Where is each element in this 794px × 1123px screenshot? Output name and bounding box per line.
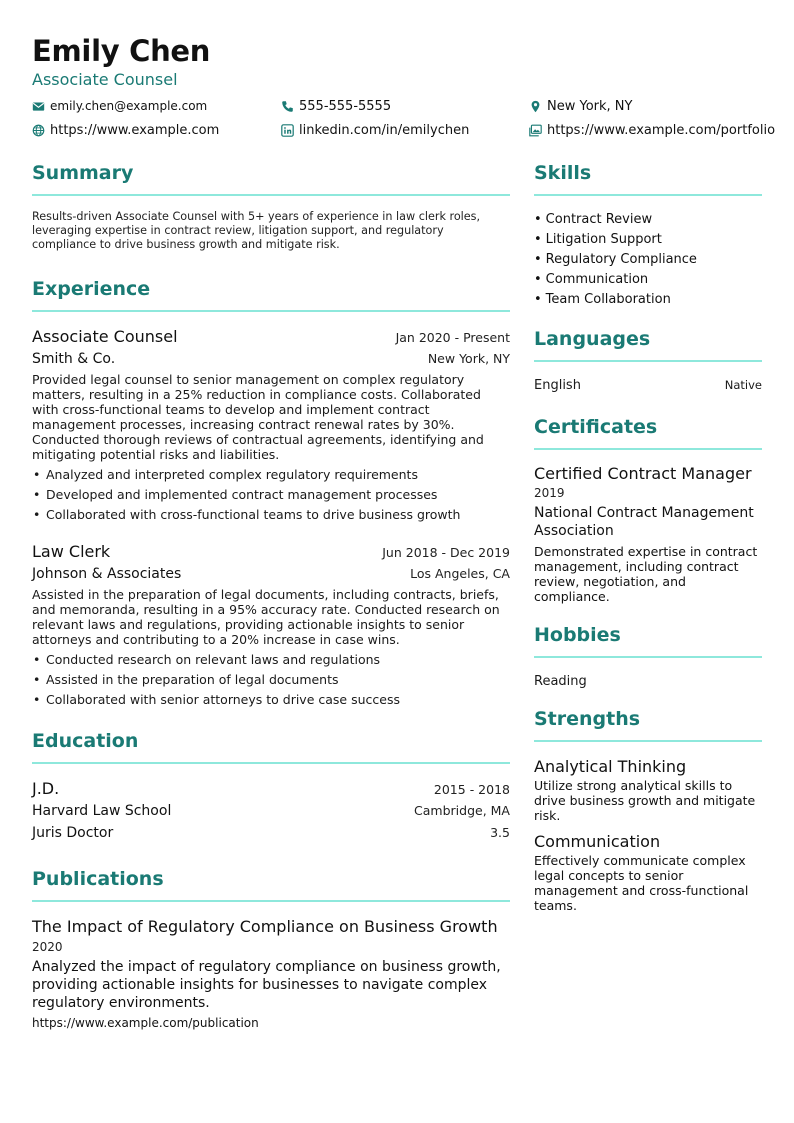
right-column [534,160,762,913]
contact-website[interactable] [32,121,219,139]
job-entry [32,326,510,525]
linkedin-icon [281,124,294,137]
strength-description: Effectively communicate complex legal concepts to senior management and cross-functional teams. [534,853,749,913]
publication-year: 2020 [32,940,63,954]
summary-text: Results-driven Associate Counsel with 5+ years of experience in law clerk roles, leveraging expertise in contract review, litigation support, and regulatory compliance to drive business growth and mitigate risk. [32,210,481,251]
contact-location [529,97,632,115]
job-title: Law Clerk [32,542,111,561]
edu-dates: 2015 - 2018 [433,782,510,797]
skill-item: • Communication [534,270,762,290]
publication-link[interactable]: https://www.example.com/publication [32,1016,259,1030]
job-description: Assisted in the preparation of legal documents, including contracts, briefs, and memoranda, resulting in a 95% accuracy rate. Conducted research on relevant laws and regulations, providing actionable insights to senior attorneys and contributing to a 20% increase in case wins. [32,587,500,647]
language-level: Native [724,378,762,392]
job-dates: Jan 2020 - Present [395,330,510,345]
publication-description: Analyzed the impact of regulatory compliance on business growth, providing actionable insights for businesses to navigate complex regulatory environments. [32,959,501,1011]
edu-degree: J.D. [32,779,60,798]
languages-heading: Languages [534,326,762,362]
strength-title: Communication [534,832,661,851]
contact-email[interactable] [32,97,207,115]
strengths-section [534,706,762,913]
publications-heading: Publications [32,866,510,902]
website-text: https://www.example.com [50,122,220,138]
education-section [32,728,510,844]
job-bullet: • Conducted research on relevant laws and regulations [32,650,510,670]
strength-title: Analytical Thinking [534,757,687,776]
publication-title: The Impact of Regulatory Compliance on Business Growth [32,917,498,936]
strength-item [534,831,762,913]
skill-item: • Contract Review [534,210,762,230]
experience-section [32,276,510,710]
publications-section [32,866,510,1032]
hobbies-section [534,622,762,692]
phone-icon [281,100,294,113]
language-name: English [534,378,581,393]
strengths-heading: Strengths [534,706,762,742]
globe-icon [32,124,45,137]
envelope-icon [32,100,45,113]
certificates-heading: Certificates [534,414,762,450]
contact-phone[interactable] [281,97,391,115]
contact-info [32,97,782,145]
skills-heading: Skills [534,160,762,196]
job-dates: Jun 2018 - Dec 2019 [382,545,510,560]
certificate-year: 2019 [534,486,565,500]
job-bullet: • Analyzed and interpreted complex regulatory requirements [32,465,510,485]
certificate-organization: National Contract Management Association [534,505,754,539]
certificate-description: Demonstrated expertise in contract management, including contract review, negotiation, and compliance. [534,544,758,604]
job-bullet: • Collaborated with cross-functional teams to drive business growth [32,505,510,525]
job-bullets [32,650,510,710]
strength-description: Utilize strong analytical skills to drive business growth and mitigate risk. [534,778,756,823]
languages-section [534,326,762,396]
certificates-section [534,414,762,604]
skill-item: • Litigation Support [534,230,762,250]
summary-heading: Summary [32,160,510,196]
edu-location: Cambridge, MA [414,803,510,818]
contact-portfolio[interactable] [529,121,775,139]
portfolio-text: https://www.example.com/portfolio [547,122,776,138]
job-entry [32,541,510,710]
candidate-name: Emily Chen [32,34,211,68]
edu-gpa: 3.5 [490,825,510,840]
location-text: New York, NY [547,98,633,114]
candidate-title: Associate Counsel [32,70,178,89]
job-title: Associate Counsel [32,327,178,346]
skill-item: • Team Collaboration [534,290,762,310]
hobbies-heading: Hobbies [534,622,762,658]
job-bullets [32,465,510,525]
edu-field: Juris Doctor [32,825,114,841]
skills-section [534,160,762,310]
edu-school: Harvard Law School [32,803,172,819]
experience-heading: Experience [32,276,510,312]
resume-header [32,34,772,91]
email-text: emily.chen@example.com [50,99,208,113]
hobby-item: Reading [534,674,587,689]
linkedin-text: linkedin.com/in/emilychen [299,122,470,138]
certificate-title: Certified Contract Manager [534,464,752,483]
job-bullet: • Developed and implemented contract management processes [32,485,510,505]
portfolio-image-icon [529,124,542,137]
map-pin-icon [529,100,542,113]
summary-section [32,160,510,252]
skill-item: • Regulatory Compliance [534,250,762,270]
education-heading: Education [32,728,510,764]
job-bullet: • Assisted in the preparation of legal documents [32,670,510,690]
phone-text: 555-555-5555 [299,98,392,114]
job-company: Johnson & Associates [32,566,182,582]
job-description: Provided legal counsel to senior management on complex regulatory matters, resulting in a 25% reduction in compliance costs. Collaborated with cross-functional teams to develop and implement contract management processes, increasing contract renewal rates by 30%. Conducted thorough reviews of contractual agreements, identifying and mitigating potential risks and liabilities. [32,372,484,462]
job-location: Los Angeles, CA [410,566,510,581]
job-company: Smith & Co. [32,351,116,367]
strength-item [534,756,762,823]
skills-list [534,210,762,310]
left-column [32,160,510,1032]
job-location: New York, NY [427,351,510,366]
job-bullet: • Collaborated with senior attorneys to drive case success [32,690,510,710]
contact-linkedin[interactable] [281,121,469,139]
